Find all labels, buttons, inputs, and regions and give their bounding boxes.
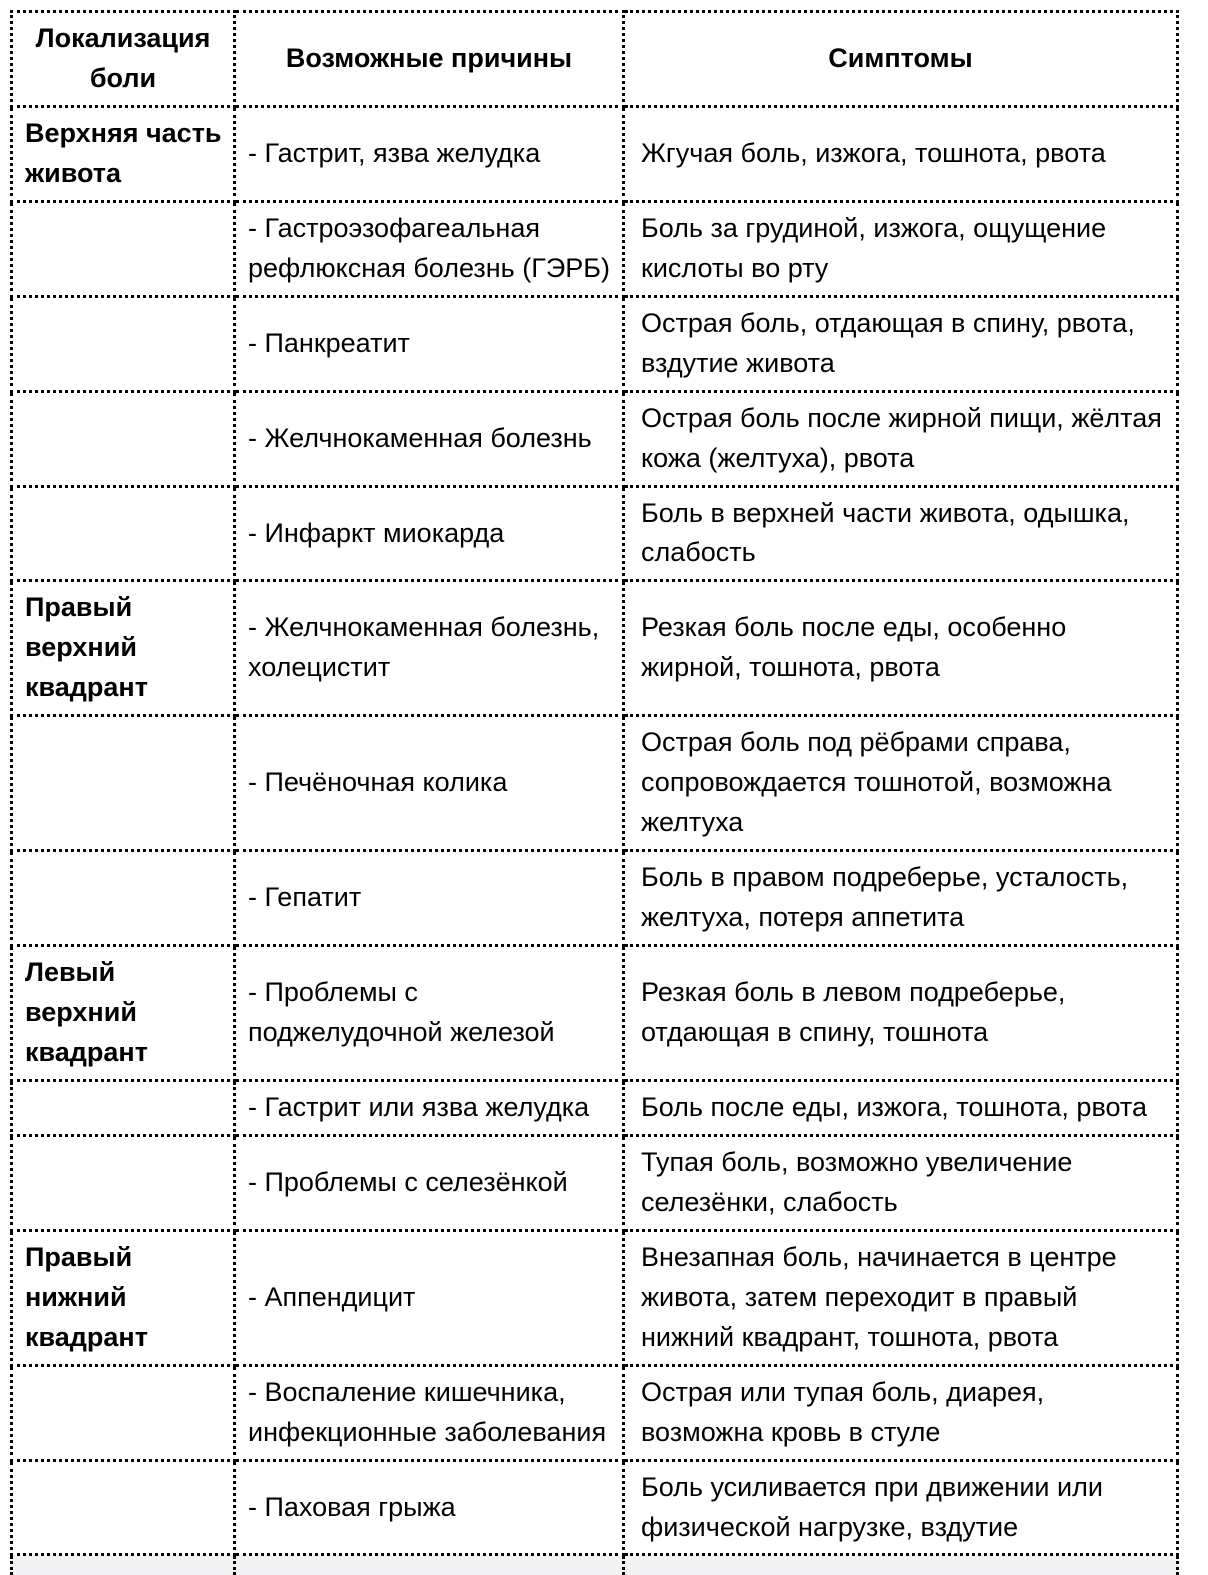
table-row — [12, 201, 1178, 296]
cell-location — [12, 1135, 235, 1230]
cell-symptoms: Жгучая боль, изжога, тошнота, рвота — [624, 106, 1178, 201]
cell-symptoms: Боль усиливается при движении или физической нагрузке, вздутие — [624, 1460, 1178, 1555]
cell-symptoms: Резкая боль после еды, особенно жирной, тошнота, рвота — [624, 581, 1178, 716]
table-row — [12, 1080, 1178, 1135]
cell-location: Правый нижний квадрант — [12, 1230, 235, 1365]
cell-location: Верхняя часть живота — [12, 106, 235, 201]
cell-location — [12, 716, 235, 851]
header-symptoms: Симптомы — [624, 12, 1178, 107]
partial-cell — [12, 1555, 235, 1575]
cell-cause: - Гастроэзофагеальная рефлюксная болезнь (ГЭРБ) — [235, 201, 624, 296]
cell-cause: - Панкреатит — [235, 296, 624, 391]
cell-cause: - Желчнокаменная болезнь, холецистит — [235, 581, 624, 716]
table-row — [12, 1460, 1178, 1555]
cell-location — [12, 296, 235, 391]
cell-location — [12, 1460, 235, 1555]
cell-location — [12, 201, 235, 296]
cell-location — [12, 1365, 235, 1460]
table-row — [12, 296, 1178, 391]
header-row — [12, 12, 1178, 107]
cell-symptoms: Внезапная боль, начинается в центре живота, затем переходит в правый нижний квадрант, тошнота, рвота — [624, 1230, 1178, 1365]
cell-symptoms: Боль в правом подреберье, усталость, желтуха, потеря аппетита — [624, 851, 1178, 946]
cell-cause: - Воспаление кишечника, инфекционные заболевания — [235, 1365, 624, 1460]
cell-cause: - Аппендицит — [235, 1230, 624, 1365]
partial-cell — [235, 1555, 624, 1575]
cell-location — [12, 486, 235, 581]
cell-symptoms: Боль в верхней части живота, одышка, слабость — [624, 486, 1178, 581]
abdominal-pain-table — [10, 10, 1179, 1575]
table-row — [12, 581, 1178, 716]
cell-cause: - Инфаркт миокарда — [235, 486, 624, 581]
table-row — [12, 851, 1178, 946]
cell-symptoms: Острая боль под рёбрами справа, сопровождается тошнотой, возможна желтуха — [624, 716, 1178, 851]
cell-symptoms: Боль после еды, изжога, тошнота, рвота — [624, 1080, 1178, 1135]
header-location: Локализация боли — [12, 12, 235, 107]
cell-cause: - Паховая грыжа — [235, 1460, 624, 1555]
cell-symptoms: Острая или тупая боль, диарея, возможна кровь в стуле — [624, 1365, 1178, 1460]
cell-cause: - Гастрит или язва желудка — [235, 1080, 624, 1135]
cell-cause: - Гастрит, язва желудка — [235, 106, 624, 201]
cell-cause: - Печёночная колика — [235, 716, 624, 851]
header-causes: Возможные причины — [235, 12, 624, 107]
cell-symptoms: Острая боль после жирной пищи, жёлтая кожа (желтуха), рвота — [624, 391, 1178, 486]
cell-symptoms: Острая боль, отдающая в спину, рвота, вздутие живота — [624, 296, 1178, 391]
cell-cause: - Желчнокаменная болезнь — [235, 391, 624, 486]
cell-location — [12, 851, 235, 946]
table-row — [12, 1135, 1178, 1230]
cell-cause: - Проблемы с селезёнкой — [235, 1135, 624, 1230]
cell-location — [12, 1080, 235, 1135]
cell-cause: - Гепатит — [235, 851, 624, 946]
cell-location — [12, 391, 235, 486]
cell-symptoms: Боль за грудиной, изжога, ощущение кислоты во рту — [624, 201, 1178, 296]
table-row — [12, 946, 1178, 1081]
table-row — [12, 1230, 1178, 1365]
table-row — [12, 106, 1178, 201]
cell-symptoms: Тупая боль, возможно увеличение селезёнки, слабость — [624, 1135, 1178, 1230]
cell-cause: - Проблемы с поджелудочной железой — [235, 946, 624, 1081]
table-row — [12, 391, 1178, 486]
partial-cell — [624, 1555, 1178, 1575]
partial-next-row — [12, 1555, 1178, 1575]
table-row — [12, 486, 1178, 581]
table-row — [12, 716, 1178, 851]
cell-location: Левый верхний квадрант — [12, 946, 235, 1081]
cell-location: Правый верхний квадрант — [12, 581, 235, 716]
table-row — [12, 1365, 1178, 1460]
cell-symptoms: Резкая боль в левом подреберье, отдающая в спину, тошнота — [624, 946, 1178, 1081]
